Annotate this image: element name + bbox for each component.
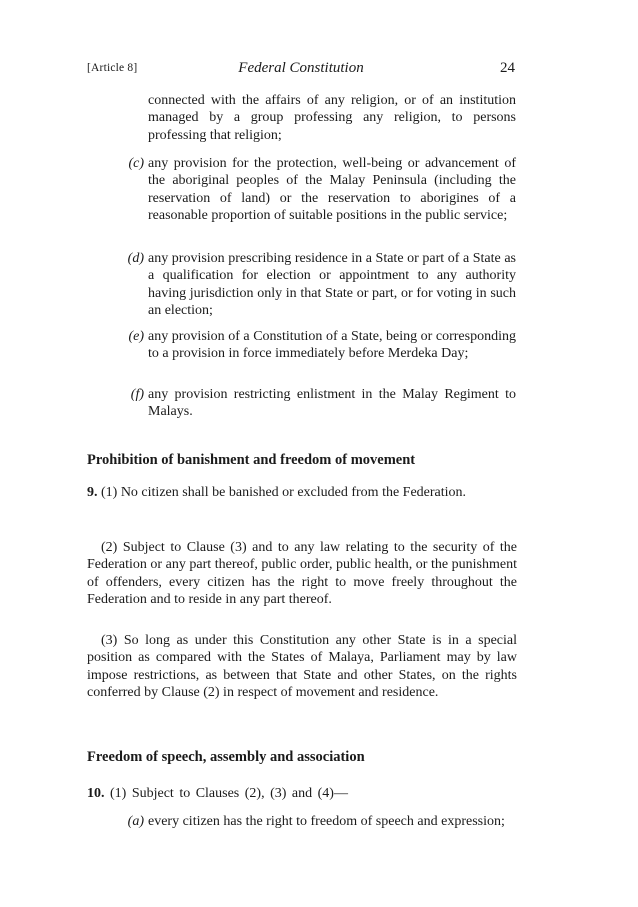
section-heading: Freedom of speech, assembly and association xyxy=(87,749,365,765)
item-text: every citizen has the right to freedom of speech and expression; xyxy=(148,814,505,829)
item-text: any provision for the protection, well-being or advancement of the aboriginal peoples of the Malay Peninsula (including the reservation of land) or the reservation to aborigines of a reasonable proportion of suitable positions in the public service; xyxy=(148,156,516,224)
item-text: any provision of a Constitution of a State, being or corresponding to a provision in force immediately before Merdeka Day; xyxy=(148,329,516,362)
article-9-clause-2: (2) Subject to Clause (3) and to any law relating to the security of the Federation or any part thereof, public order, public health, or the punishment of offenders, every citizen has the right to move freely throughout the Federation and to reside in any part thereof. xyxy=(87,540,517,608)
item-label: (e) xyxy=(128,329,144,344)
section-heading: Prohibition of banishment and freedom of movement xyxy=(87,452,416,468)
article-number: 9. xyxy=(87,485,98,500)
item-label: (a) xyxy=(127,814,144,829)
page-number: 24 xyxy=(500,60,515,76)
article-9-clause-3: (3) So long as under this Constitution any other State is in a special position as compared with the States of Malaya, Parliament may by law impose restrictions, as between that State and other States, on the rights conferred by Clause (2) in respect of movement and residence. xyxy=(87,633,517,701)
document-title: Federal Constitution xyxy=(238,60,364,76)
article-number: 10. xyxy=(87,786,105,801)
item-label: (c) xyxy=(128,156,144,171)
article-9-clause-1 xyxy=(87,484,517,501)
item-text: any provision restricting enlistment in the Malay Regiment to Malays. xyxy=(148,387,516,420)
article-10-clause-1 xyxy=(87,785,517,802)
article-reference: [Article 8] xyxy=(87,62,138,74)
item-label: (d) xyxy=(127,251,144,266)
continuation-paragraph: connected with the affairs of any religion, or of an institution managed by a group professing any religion, to persons professing that religion; xyxy=(148,93,516,143)
clause-text: (1) No citizen shall be banished or excluded from the Federation. xyxy=(101,485,467,500)
item-text: any provision prescribing residence in a State or part of a State as a qualification for election or appointment to any authority having jurisdiction only in that State or part, or for voting in such an election; xyxy=(148,251,516,319)
running-header xyxy=(87,60,515,80)
item-label: (f) xyxy=(130,387,144,402)
clause-text: (1) Subject to Clauses (2), (3) and (4)— xyxy=(110,786,348,801)
